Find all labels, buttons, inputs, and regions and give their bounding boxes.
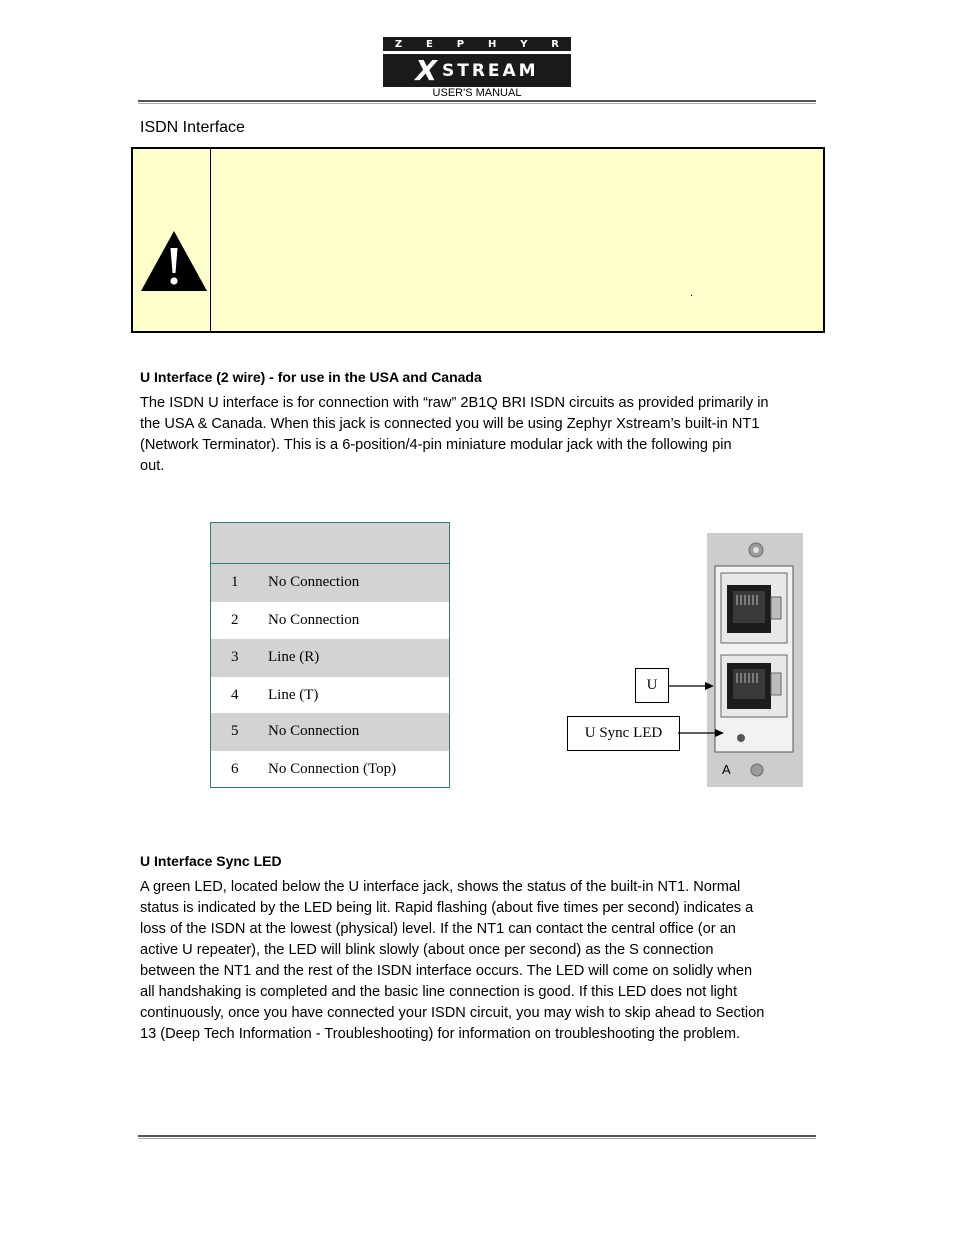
paragraph-line: out. (140, 458, 165, 474)
callout-arrows (660, 670, 730, 750)
logo-stream: STREAM (441, 60, 539, 81)
pinout-table-header (211, 523, 449, 564)
pin-description: No Connection (Top) (268, 760, 397, 777)
logo-letter: E (426, 38, 433, 50)
paragraph-line: (Network Terminator). This is a 6-position/4-pin miniature modular jack with the following pin (140, 437, 732, 453)
table-row (211, 713, 449, 751)
paragraph-line: all handshaking is completed and the basic line connection is good. If this LED does not light (140, 984, 738, 1000)
paragraph-line: 13 (Deep Tech Information - Troubleshooting) for information on troubleshooting the problem. (140, 1026, 741, 1042)
warning-triangle-icon (141, 231, 207, 291)
pin-number: 3 (231, 649, 239, 665)
logo-x: X (415, 54, 440, 87)
logo-letter: H (487, 38, 497, 50)
callout-u-sync-led: U Sync LED (567, 716, 680, 751)
paragraph-line: loss of the ISDN at the lowest (physical) level. If the NT1 can contact the central office (or an (140, 921, 736, 937)
pin-number: 2 (231, 611, 239, 628)
u-interface-paragraph (140, 393, 830, 477)
warning-divider (210, 149, 211, 331)
paragraph-line: the USA & Canada. When this jack is connected you will be using Zephyr Xstream’s built-in NT1 (140, 416, 760, 432)
logo-top-bar (383, 37, 571, 51)
table-row (211, 602, 449, 640)
pin-description: No Connection (268, 611, 360, 628)
zephyr-xstream-logo (383, 37, 571, 87)
paragraph-line: status is indicated by the LED being lit. Rapid flashing (about five times per second) indicates a (140, 900, 754, 916)
paragraph-line: active U repeater), the LED will blink slowly (about once per second) as the S connection (140, 942, 714, 958)
table-row (211, 677, 449, 715)
paragraph-line: between the NT1 and the rest of the ISDN interface occurs. The LED will come on solidly when (140, 963, 753, 979)
logo-bottom-bar (383, 54, 571, 87)
pin-number: 4 (231, 686, 239, 703)
pin-number: 5 (231, 723, 239, 739)
sync-led-heading: U Interface Sync LED (140, 853, 282, 869)
pinout-table (210, 522, 450, 788)
pin-number: 6 (231, 760, 239, 777)
pin-description: No Connection (268, 574, 360, 590)
logo-letter: R (551, 38, 559, 50)
table-row (211, 751, 449, 789)
pin-number: 1 (231, 574, 239, 590)
manual-label: USER'S MANUAL (432, 87, 522, 99)
warning-dot: . (690, 288, 694, 299)
pin-description: Line (T) (268, 686, 319, 703)
footer-rule (138, 1135, 816, 1137)
logo-letter: Y (520, 38, 528, 50)
callout-u: U (635, 668, 669, 703)
paragraph-line: The ISDN U interface is for connection with “raw” 2B1Q BRI ISDN circuits as provided primarily in (140, 395, 769, 411)
panel-label: A (722, 762, 731, 777)
u-interface-heading: U Interface (2 wire) - for use in the USA and Canada (140, 369, 482, 385)
warning-box (131, 147, 825, 333)
u-sync-led-icon (737, 734, 745, 742)
table-row (211, 564, 449, 602)
pin-description: No Connection (268, 723, 360, 739)
section-title: ISDN Interface (140, 119, 245, 136)
sync-led-paragraph (140, 877, 830, 1045)
table-row (211, 639, 449, 677)
paragraph-line: A green LED, located below the U interface jack, shows the status of the built-in NT1. Normal (140, 879, 741, 895)
logo-letter: Z (394, 38, 403, 50)
logo-letter: P (456, 38, 465, 50)
paragraph-line: continuously, once you have connected your ISDN circuit, you may wish to skip ahead to Section (140, 1005, 765, 1021)
pin-description: Line (R) (268, 649, 320, 665)
header-rule (138, 100, 816, 102)
